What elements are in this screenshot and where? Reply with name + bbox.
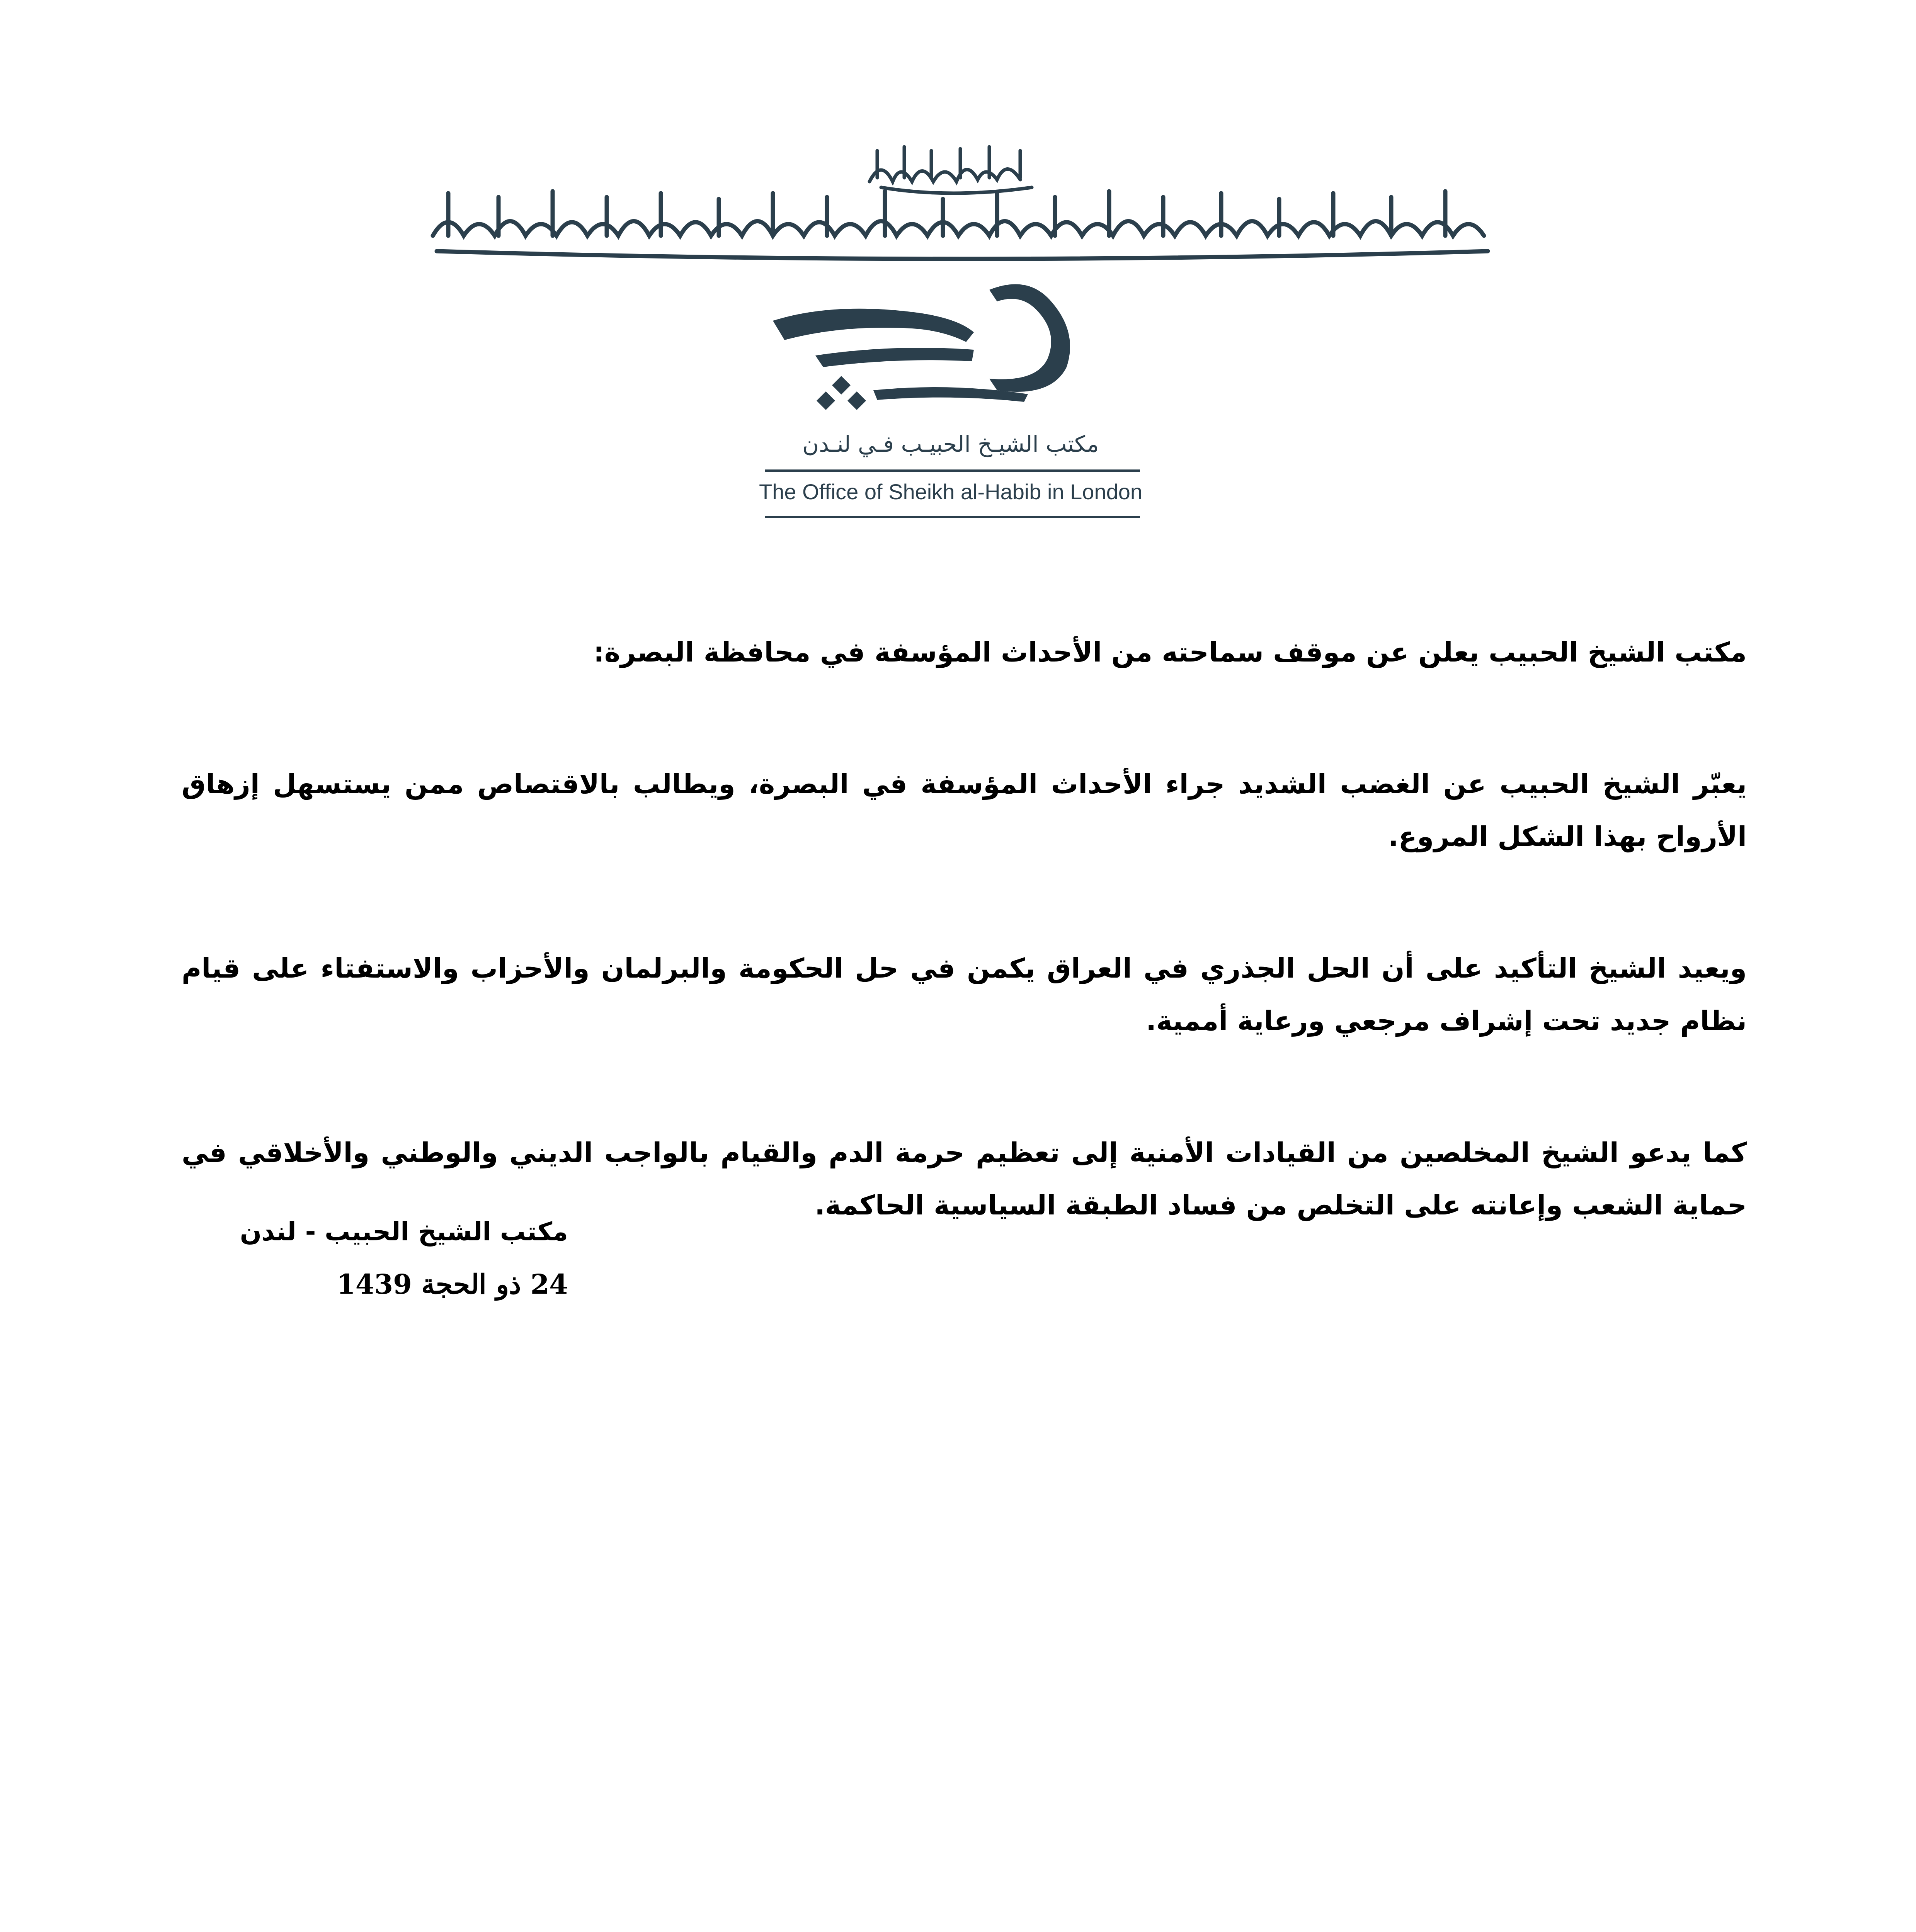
- logo-divider-bottom: [765, 516, 1140, 518]
- signature-office: مكتب الشيخ الحبيب - لندن: [240, 1217, 568, 1247]
- statement-paragraph-2: ويعيد الشيخ التأكيد على أن الحل الجذري في العراق يكمن في حل الحكومة والبرلمان والأحزاب والاستفتاء على قيام نظام جديد تحت إشراف مرجعي ورعاية أممية.: [182, 952, 1747, 1037]
- signature-date: 24 ذو الحجة 1439: [336, 1268, 568, 1300]
- statement-headline: مكتب الشيخ الحبيب يعلن عن موقف سماحته من الأحداث المؤسفة في محافظة البصرة:: [593, 636, 1747, 668]
- office-name-english: The Office of Sheikh al-Habib in London: [759, 480, 1143, 504]
- logo-divider-top: [765, 469, 1140, 472]
- signature-block: [182, 1206, 568, 1311]
- office-name-arabic: مكتب الشيـخ الحبيـب فـي لنـدن: [802, 431, 1099, 457]
- calligraphy-header-icon: [425, 135, 1499, 263]
- letterhead: [0, 0, 1916, 541]
- logo-icon: [757, 267, 1144, 421]
- statement-paragraph-3: كما يدعو الشيخ المخلصين من القيادات الأمنية إلى تعظيم حرمة الدم والقيام بالواجب الديني والوطني والأخلاقي في حماية الشعب وإعانته على التخلص من فساد الطبقة السياسية الحاكمة.: [182, 1137, 1747, 1221]
- statement-paragraph-1: يعبّر الشيخ الحبيب عن الغضب الشديد جراء الأحداث المؤسفة في البصرة، ويطالب بالاقتصاص ممن يستسهل إزهاق الأرواح بهذا الشكل المروع.: [182, 768, 1747, 852]
